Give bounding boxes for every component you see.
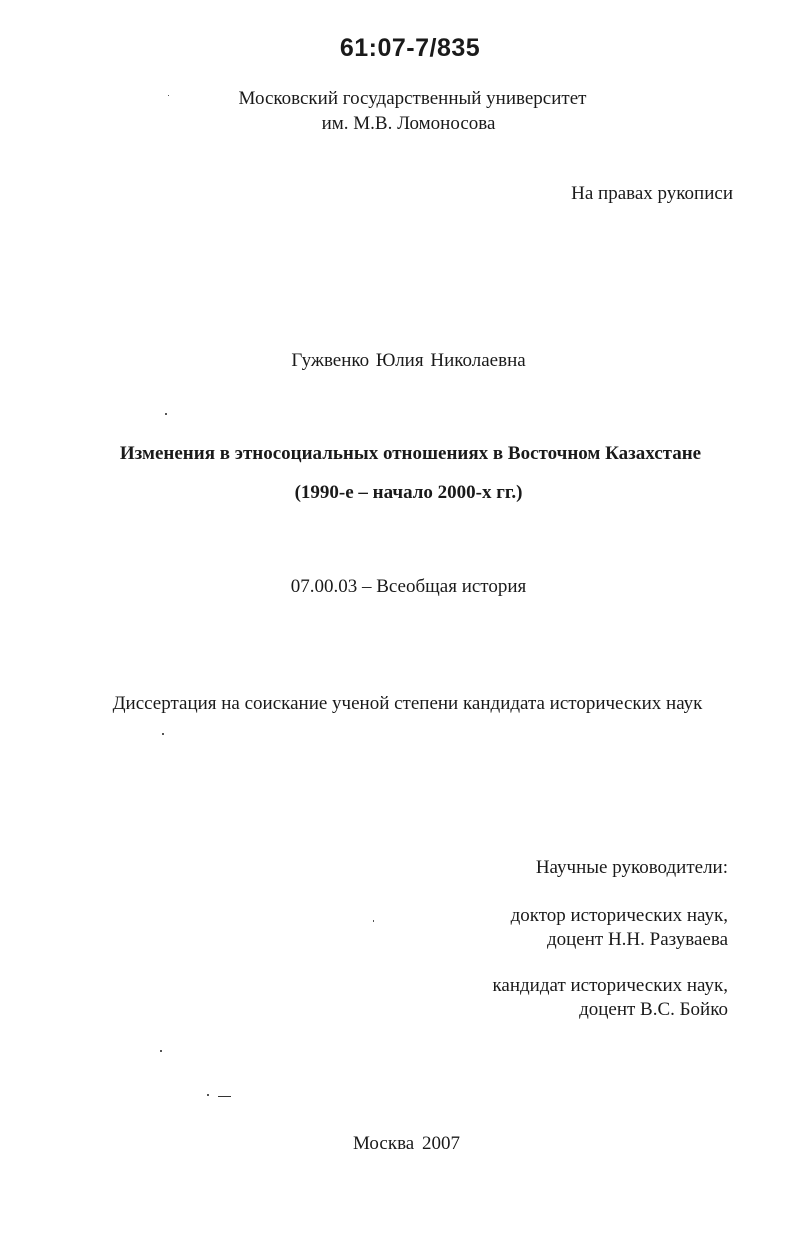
scan-speck — [373, 920, 374, 922]
scan-dash — [218, 1096, 231, 1097]
specialty-code: 07.00.03 – Всеобщая история — [290, 576, 527, 597]
author-name: Гужвенко Юлия Николаевна — [291, 350, 526, 371]
supervisor-2-name: доцент В.С. Бойко — [579, 999, 728, 1020]
dissertation-type: Диссертация на соискание ученой степени кандидата исторических наук — [112, 693, 703, 714]
scan-speck — [162, 733, 164, 735]
scan-speck — [168, 95, 169, 96]
dissertation-title-line-2: (1990-е – начало 2000-х гг.) — [294, 482, 523, 503]
supervisor-2-degree: кандидат исторических наук, — [492, 975, 728, 996]
catalog-number: 61:07-7/835 — [339, 34, 481, 62]
supervisor-1-name: доцент Н.Н. Разуваева — [546, 929, 728, 950]
city-and-year: Москва 2007 — [353, 1133, 460, 1154]
scan-speck — [207, 1094, 209, 1096]
supervisors-heading: Научные руководители: — [535, 857, 728, 878]
manuscript-rights-note: На правах рукописи — [571, 183, 733, 204]
university-named-after: им. М.В. Ломоносова — [321, 113, 496, 134]
dissertation-title-line-1: Изменения в этносоциальных отношениях в Восточном Казахстане — [119, 443, 702, 464]
university-name: Московский государственный университет — [238, 88, 587, 109]
scan-speck — [165, 413, 167, 415]
scan-speck — [160, 1050, 162, 1052]
supervisor-1-degree: доктор исторических наук, — [510, 905, 728, 926]
